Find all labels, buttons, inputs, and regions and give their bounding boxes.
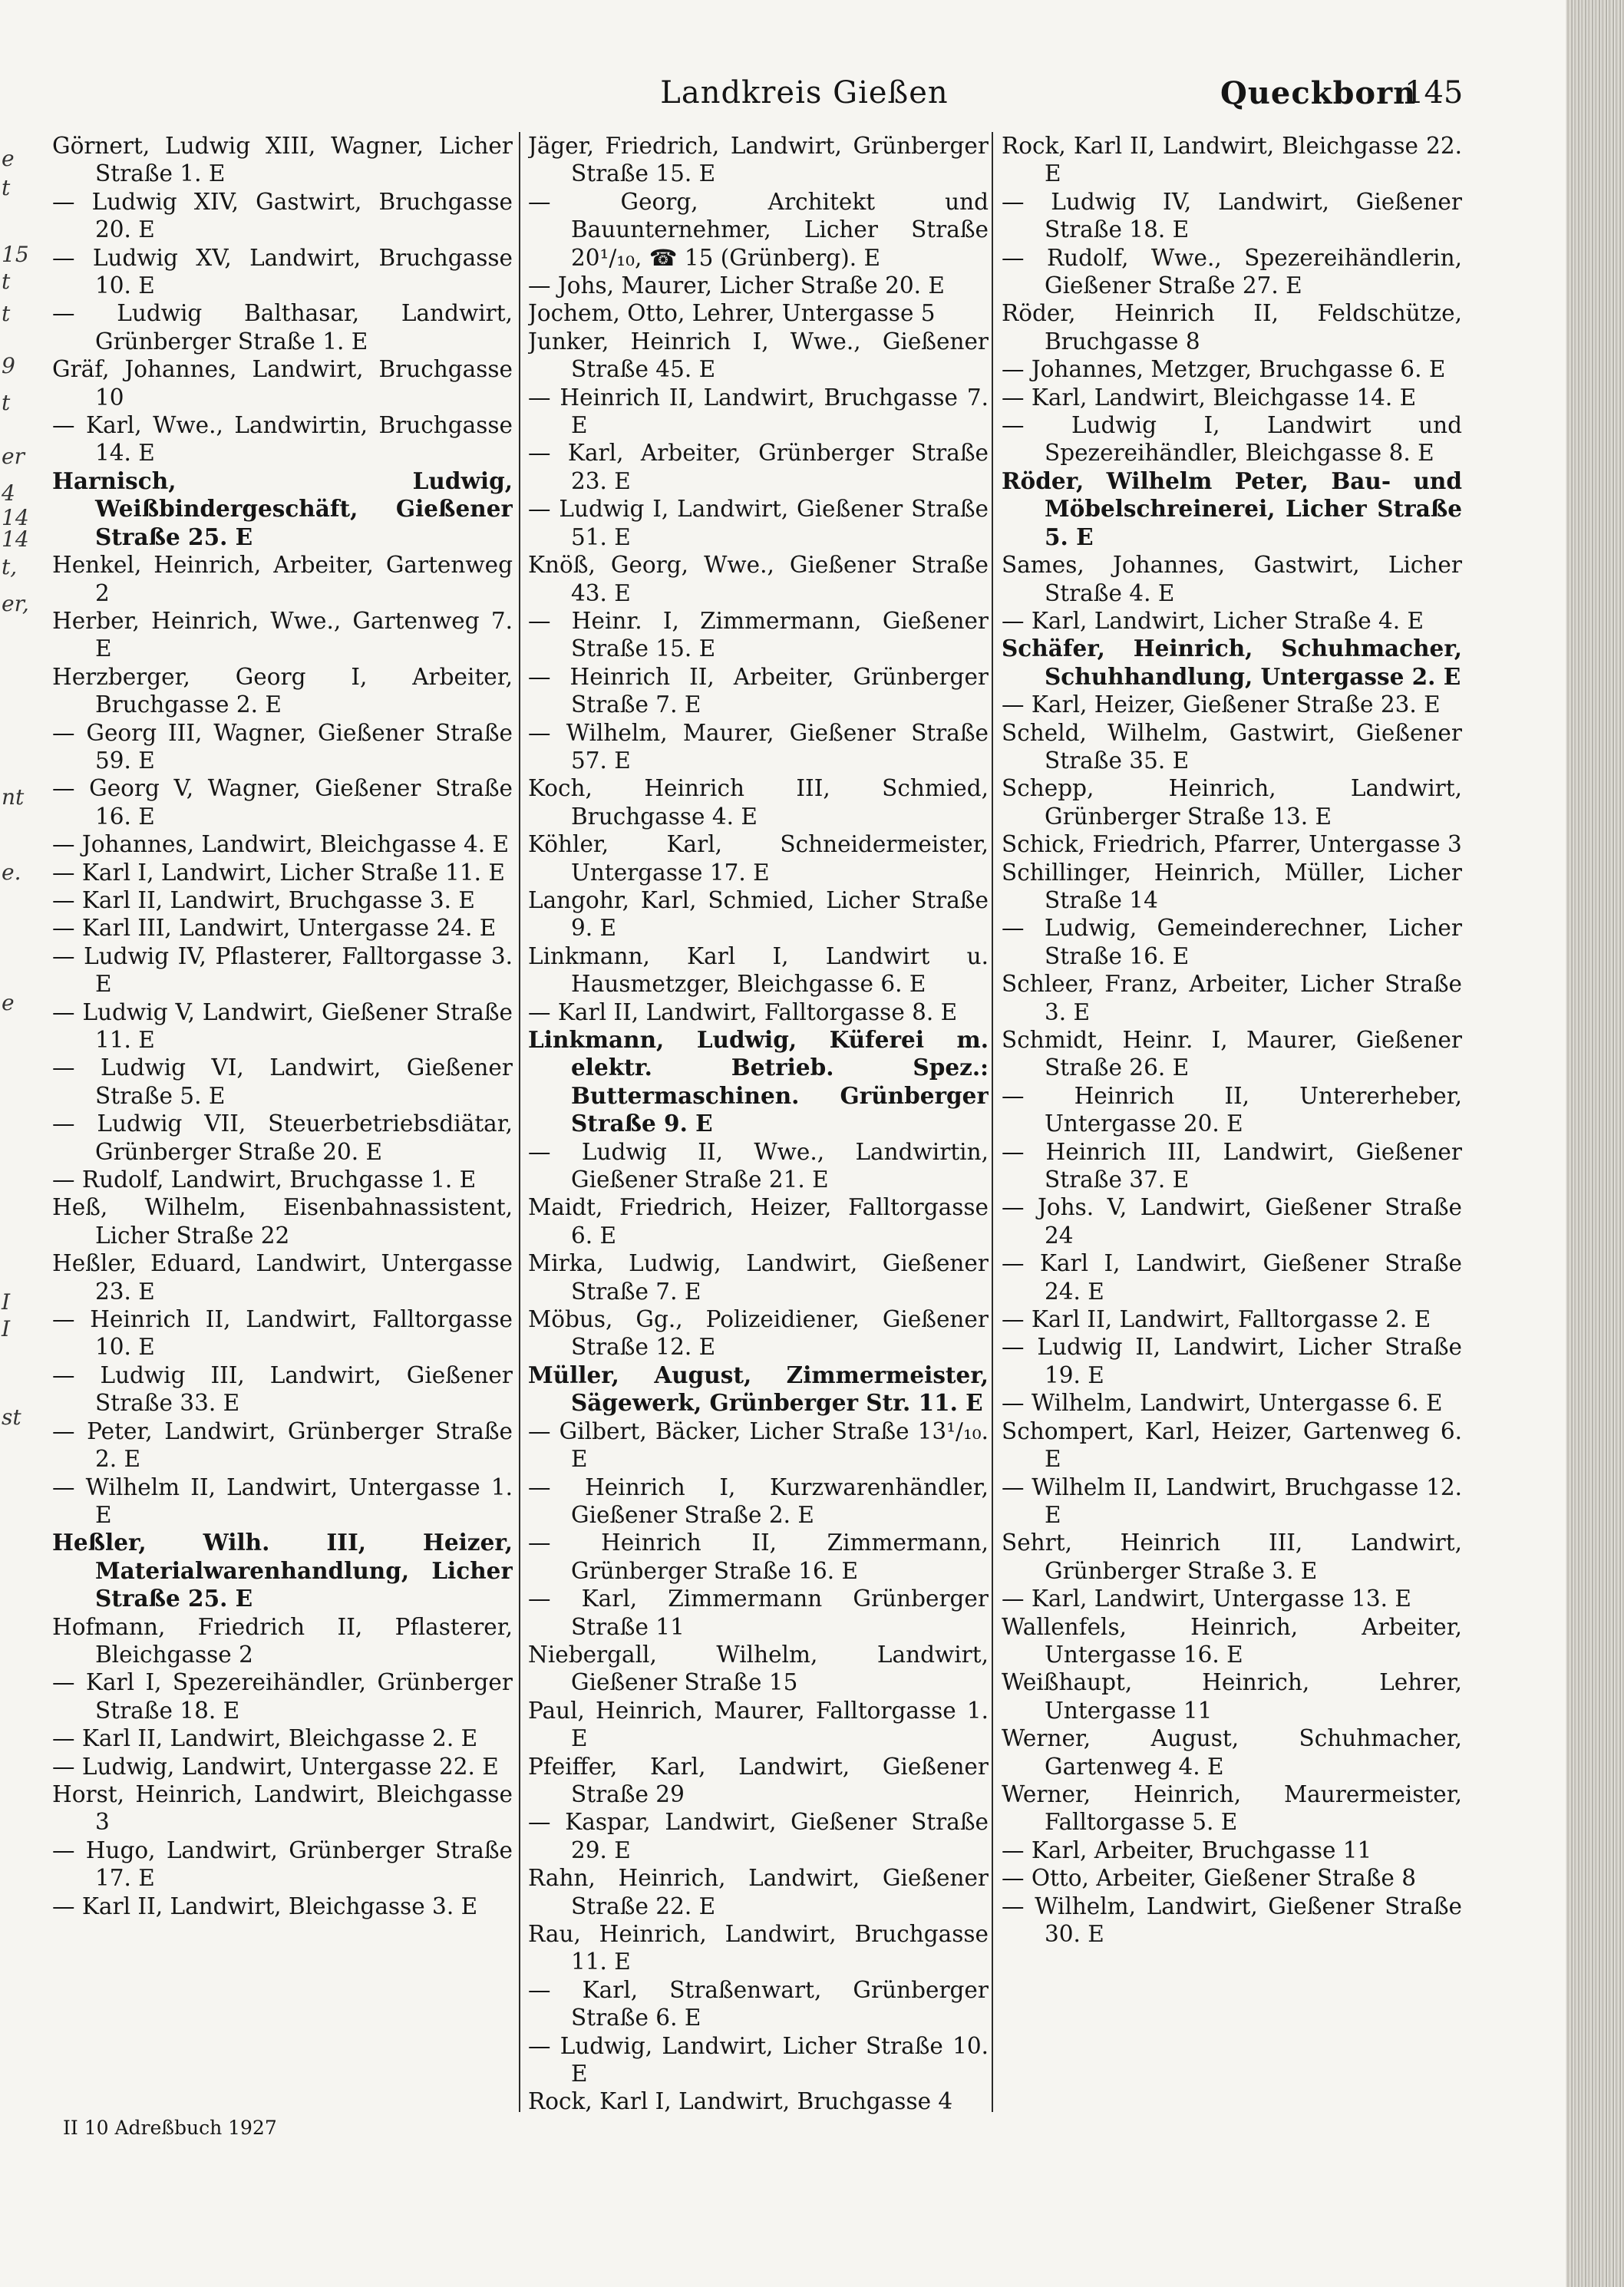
directory-entry: — Ludwig, Landwirt, Untergasse 22. E: [52, 1753, 499, 1780]
page-number: 145: [1404, 75, 1464, 111]
previous-page-margin: [0, 130, 29, 1435]
directory-entry: — Ludwig XIV, Gastwirt, Bruchgasse 20. E: [52, 188, 513, 243]
directory-entry: — Wilhelm, Landwirt, Untergasse 6. E: [1002, 1390, 1443, 1417]
directory-entry: Schäfer, Heinrich, Schuhmacher, Schuhhandlung, Untergasse 2. E: [1002, 635, 1462, 690]
column-divider: [519, 132, 520, 2112]
column-1: [52, 132, 513, 1920]
directory-entry: — Heinrich II, Arbeiter, Grünberger Straße 7. E: [528, 663, 989, 718]
directory-entry: — Karl, Landwirt, Licher Straße 4. E: [1002, 607, 1424, 634]
directory-entry: — Ludwig I, Landwirt und Spezereihändler, Bleichgasse 8. E: [1002, 412, 1462, 467]
directory-entry: — Kaspar, Landwirt, Gießener Straße 29. E: [528, 1809, 989, 1863]
column-divider: [992, 132, 993, 2112]
directory-entry: — Karl, Zimmermann Grünberger Straße 11: [528, 1586, 989, 1640]
margin-fragment: 4: [2, 480, 15, 506]
directory-entry: — Peter, Landwirt, Grünberger Straße 2. E: [52, 1417, 513, 1473]
directory-entry: Pfeiffer, Karl, Landwirt, Gießener Straße 29: [528, 1753, 989, 1807]
directory-entry: — Ludwig, Gemeinderechner, Licher Straße 16. E: [1002, 915, 1462, 969]
directory-entry: Koch, Heinrich III, Schmied, Bruchgasse 4. E: [528, 775, 989, 830]
directory-entry: — Wilhelm, Maurer, Gießener Straße 57. E: [528, 719, 989, 774]
directory-entry: Röder, Heinrich II, Feldschütze, Bruchgasse 8: [1002, 300, 1462, 355]
directory-entry: Weißhaupt, Heinrich, Lehrer, Untergasse 11: [1002, 1669, 1462, 1724]
directory-entry: — Ludwig Balthasar, Landwirt, Grünberger Straße 1. E: [52, 300, 513, 355]
directory-entry: Görnert, Ludwig XIII, Wagner, Licher Straße 1. E: [52, 133, 513, 187]
margin-fragment: e: [2, 146, 15, 171]
directory-entry: — Johannes, Metzger, Bruchgasse 6. E: [1002, 356, 1446, 383]
directory-entry: — Karl, Straßenwart, Grünberger Straße 6. E: [528, 1976, 989, 2031]
directory-entry: — Karl I, Landwirt, Licher Straße 11. E: [52, 859, 505, 886]
directory-entry: — Otto, Arbeiter, Gießener Straße 8: [1002, 1865, 1417, 1892]
directory-entry: — Karl III, Landwirt, Untergasse 24. E: [52, 915, 497, 942]
directory-entry: — Ludwig III, Landwirt, Gießener Straße 33. E: [52, 1361, 513, 1417]
directory-entry: — Georg, Architekt und Bauunternehmer, Licher Straße 20¹/₁₀, ☎ 15 (Grünberg). E: [528, 188, 989, 271]
directory-entry: — Rudolf, Wwe., Spezereihändlerin, Gießener Straße 27. E: [1002, 244, 1462, 299]
directory-entry: — Johs. V, Landwirt, Gießener Straße 24: [1002, 1194, 1462, 1249]
directory-entry: — Ludwig VII, Steuerbetriebsdiätar, Grünberger Straße 20. E: [52, 1110, 513, 1165]
directory-entry: — Karl, Arbeiter, Bruchgasse 11: [1002, 1837, 1372, 1863]
directory-entry: — Karl II, Landwirt, Bleichgasse 2. E: [52, 1725, 478, 1752]
directory-entry: — Heinrich III, Landwirt, Gießener Straße 37. E: [1002, 1138, 1462, 1193]
directory-entry: Schillinger, Heinrich, Müller, Licher Straße 14: [1002, 859, 1462, 913]
column-2: [528, 132, 989, 2116]
directory-entry: Junker, Heinrich I, Wwe., Gießener Straße 45. E: [528, 328, 989, 383]
margin-fragment: t: [2, 390, 11, 415]
page-header-place: Queckborn: [1220, 75, 1417, 111]
margin-fragment: er,: [2, 591, 29, 616]
directory-entry: Herber, Heinrich, Wwe., Gartenweg 7. E: [52, 607, 513, 662]
directory-entry: Rahn, Heinrich, Landwirt, Gießener Straße 22. E: [528, 1865, 989, 1919]
directory-entry: — Georg V, Wagner, Gießener Straße 16. E: [52, 775, 513, 830]
margin-fragment: t: [2, 301, 11, 326]
directory-entry: Müller, August, Zimmermeister, Sägewerk, Grünberger Str. 11. E: [528, 1361, 989, 1417]
margin-fragment: 15: [2, 242, 29, 267]
margin-fragment: 9: [2, 353, 15, 378]
directory-entry: — Wilhelm, Landwirt, Gießener Straße 30. E: [1002, 1893, 1462, 1947]
directory-entry: Röder, Wilhelm Peter, Bau- und Möbelschreinerei, Licher Straße 5. E: [1002, 467, 1462, 550]
directory-entry: Gräf, Johannes, Landwirt, Bruchgasse 10: [52, 356, 513, 411]
margin-fragment: e: [2, 990, 15, 1015]
directory-entry: — Johs, Maurer, Licher Straße 20. E: [528, 272, 945, 299]
directory-entry: — Rudolf, Landwirt, Bruchgasse 1. E: [52, 1167, 477, 1193]
margin-fragment: I: [2, 1289, 11, 1315]
directory-entry: Langohr, Karl, Schmied, Licher Straße 9. E: [528, 886, 989, 942]
directory-entry: — Ludwig XV, Landwirt, Bruchgasse 10. E: [52, 244, 513, 299]
directory-entry: Rock, Karl I, Landwirt, Bruchgasse 4: [528, 2088, 953, 2115]
margin-fragment: nt: [2, 784, 25, 810]
page-header-title: Landkreis Gießen: [660, 75, 949, 111]
directory-entry: Rau, Heinrich, Landwirt, Bruchgasse 11. E: [528, 1921, 989, 1975]
directory-entry: — Wilhelm II, Landwirt, Untergasse 1. E: [52, 1474, 513, 1528]
directory-entry: — Karl, Heizer, Gießener Straße 23. E: [1002, 691, 1441, 718]
directory-entry: Herzberger, Georg I, Arbeiter, Bruchgasse 2. E: [52, 663, 513, 718]
directory-entry: Linkmann, Ludwig, Küferei m. elektr. Betrieb. Spez.: Buttermaschinen. Grünberger Straße 9. E: [528, 1026, 989, 1137]
directory-entry: Hofmann, Friedrich II, Pflasterer, Bleichgasse 2: [52, 1613, 513, 1668]
directory-entry: — Heinr. I, Zimmermann, Gießener Straße 15. E: [528, 607, 989, 662]
directory-entry: Maidt, Friedrich, Heizer, Falltorgasse 6. E: [528, 1194, 989, 1249]
directory-entry: — Heinrich II, Landwirt, Bruchgasse 7. E: [528, 384, 989, 439]
directory-entry: Niebergall, Wilhelm, Landwirt, Gießener Straße 15: [528, 1641, 989, 1696]
directory-entry: Jäger, Friedrich, Landwirt, Grünberger Straße 15. E: [528, 133, 989, 187]
directory-entry: Werner, Heinrich, Maurermeister, Falltorgasse 5. E: [1002, 1780, 1462, 1836]
directory-entry: — Ludwig IV, Landwirt, Gießener Straße 18. E: [1002, 188, 1462, 243]
margin-fragment: 14: [2, 505, 29, 530]
directory-entry: — Karl II, Landwirt, Falltorgasse 2. E: [1002, 1306, 1431, 1333]
column-3: [1002, 132, 1462, 1948]
directory-entry: Köhler, Karl, Schneidermeister, Untergasse 17. E: [528, 831, 989, 886]
page-footer: II 10 Adreßbuch 1927: [63, 2117, 277, 2139]
directory-entry: Sehrt, Heinrich III, Landwirt, Grünberger Straße 3. E: [1002, 1530, 1462, 1584]
directory-entry: — Ludwig VI, Landwirt, Gießener Straße 5. E: [52, 1054, 513, 1109]
directory-entry: Schleer, Franz, Arbeiter, Licher Straße 3. E: [1002, 971, 1462, 1025]
directory-entry: Henkel, Heinrich, Arbeiter, Gartenweg 2: [52, 552, 513, 606]
directory-entry: — Johannes, Landwirt, Bleichgasse 4. E: [52, 831, 510, 858]
directory-entry: Horst, Heinrich, Landwirt, Bleichgasse 3: [52, 1780, 513, 1836]
margin-fragment: t,: [2, 554, 18, 579]
directory-entry: — Karl, Arbeiter, Grünberger Straße 23. E: [528, 440, 989, 494]
directory-entry: — Heinrich I, Kurzwarenhändler, Gießener Straße 2. E: [528, 1474, 989, 1528]
directory-entry: — Ludwig II, Wwe., Landwirtin, Gießener Straße 21. E: [528, 1138, 989, 1193]
directory-entry: — Karl, Landwirt, Bleichgasse 14. E: [1002, 384, 1417, 411]
directory-entry: Sames, Johannes, Gastwirt, Licher Straße 4. E: [1002, 552, 1462, 606]
directory-entry: Möbus, Gg., Polizeidiener, Gießener Straße 12. E: [528, 1306, 989, 1361]
directory-entry: Paul, Heinrich, Maurer, Falltorgasse 1. E: [528, 1697, 989, 1752]
directory-entry: — Hugo, Landwirt, Grünberger Straße 17. E: [52, 1837, 513, 1892]
directory-entry: Knöß, Georg, Wwe., Gießener Straße 43. E: [528, 552, 989, 606]
directory-entry: — Karl I, Spezereihändler, Grünberger Straße 18. E: [52, 1669, 513, 1724]
directory-entry: Schmidt, Heinr. I, Maurer, Gießener Straße 26. E: [1002, 1027, 1462, 1081]
directory-entry: Mirka, Ludwig, Landwirt, Gießener Straße 7. E: [528, 1250, 989, 1305]
directory-entry: Scheld, Wilhelm, Gastwirt, Gießener Straße 35. E: [1002, 719, 1462, 774]
directory-entry: — Georg III, Wagner, Gießener Straße 59. E: [52, 719, 513, 774]
directory-entry: — Ludwig II, Landwirt, Licher Straße 19. E: [1002, 1334, 1462, 1388]
directory-entry: — Karl II, Landwirt, Falltorgasse 8. E: [528, 998, 958, 1025]
directory-entry: — Ludwig I, Landwirt, Gießener Straße 51. E: [528, 496, 989, 550]
margin-fragment: 14: [2, 526, 29, 552]
directory-entry: Schompert, Karl, Heizer, Gartenweg 6. E: [1002, 1417, 1462, 1473]
directory-entry: — Karl II, Landwirt, Bruchgasse 3. E: [52, 886, 475, 913]
directory-entry: Harnisch, Ludwig, Weißbindergeschäft, Gießener Straße 25. E: [52, 467, 513, 550]
directory-entry: Heßler, Wilh. III, Heizer, Materialwarenhandlung, Licher Straße 25. E: [52, 1529, 513, 1612]
directory-entry: Linkmann, Karl I, Landwirt u. Hausmetzger, Bleichgasse 6. E: [528, 942, 989, 998]
margin-fragment: e.: [2, 860, 21, 885]
directory-entry: — Karl I, Landwirt, Gießener Straße 24. E: [1002, 1250, 1462, 1305]
directory-entry: — Heinrich II, Zimmermann, Grünberger Straße 16. E: [528, 1530, 989, 1584]
directory-entry: — Wilhelm II, Landwirt, Bruchgasse 12. E: [1002, 1474, 1462, 1528]
margin-fragment: t: [2, 175, 11, 200]
directory-entry: Heß, Wilhelm, Eisenbahnassistent, Licher Straße 22: [52, 1194, 513, 1249]
directory-entry: — Ludwig V, Landwirt, Gießener Straße 11. E: [52, 998, 513, 1053]
directory-entry: — Ludwig IV, Pflasterer, Falltorgasse 3. E: [52, 942, 513, 998]
directory-entry: Jochem, Otto, Lehrer, Untergasse 5: [528, 300, 936, 327]
directory-entry: — Ludwig, Landwirt, Licher Straße 10. E: [528, 2032, 989, 2087]
directory-entry: Wallenfels, Heinrich, Arbeiter, Untergasse 16. E: [1002, 1613, 1462, 1668]
directory-entry: — Karl II, Landwirt, Bleichgasse 3. E: [52, 1893, 478, 1919]
directory-entry: Rock, Karl II, Landwirt, Bleichgasse 22. E: [1002, 133, 1462, 187]
directory-entry: — Gilbert, Bäcker, Licher Straße 13¹/₁₀. E: [528, 1417, 989, 1473]
page-edge: [1566, 0, 1624, 2287]
directory-entry: Werner, August, Schuhmacher, Gartenweg 4. E: [1002, 1725, 1462, 1780]
margin-fragment: st: [2, 1404, 21, 1430]
directory-entry: — Karl, Landwirt, Untergasse 13. E: [1002, 1586, 1411, 1612]
margin-fragment: er: [2, 444, 25, 469]
directory-entry: Heßler, Eduard, Landwirt, Untergasse 23. E: [52, 1250, 513, 1305]
directory-entry: Schepp, Heinrich, Landwirt, Grünberger Straße 13. E: [1002, 775, 1462, 830]
margin-fragment: t: [2, 269, 11, 294]
margin-fragment: I: [2, 1316, 11, 1342]
directory-entry: — Heinrich II, Untererheber, Untergasse 20. E: [1002, 1082, 1462, 1137]
directory-entry: — Karl, Wwe., Landwirtin, Bruchgasse 14. E: [52, 412, 513, 467]
directory-entry: Schick, Friedrich, Pfarrer, Untergasse 3: [1002, 831, 1462, 858]
directory-entry: — Heinrich II, Landwirt, Falltorgasse 10. E: [52, 1306, 513, 1361]
